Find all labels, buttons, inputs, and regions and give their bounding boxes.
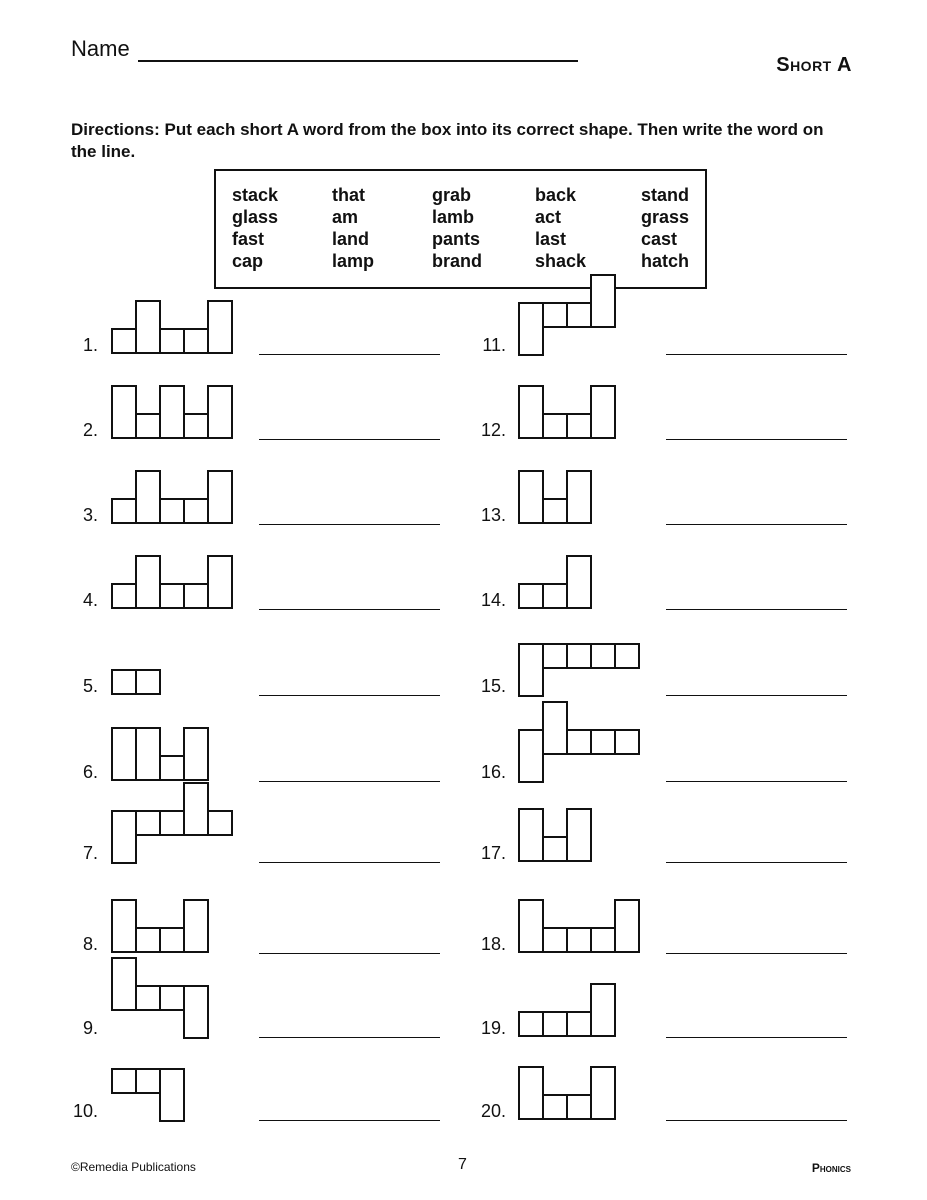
letter-box[interactable] xyxy=(111,727,137,781)
word-box-word: lamb xyxy=(432,207,475,227)
word-box-word: stack xyxy=(232,185,279,205)
letter-box[interactable] xyxy=(159,1068,185,1122)
letter-box[interactable] xyxy=(590,643,616,669)
item-number: 14. xyxy=(480,590,506,610)
letter-box[interactable] xyxy=(159,755,185,781)
answer-line[interactable] xyxy=(259,354,440,355)
letter-box[interactable] xyxy=(542,498,568,524)
letter-box[interactable] xyxy=(183,583,209,609)
letter-box[interactable] xyxy=(207,810,233,836)
answer-line[interactable] xyxy=(666,354,847,355)
letter-box[interactable] xyxy=(207,555,233,609)
letter-box[interactable] xyxy=(518,899,544,953)
item-number: 9. xyxy=(82,1018,98,1038)
answer-line[interactable] xyxy=(259,953,440,954)
letter-box[interactable] xyxy=(542,1011,568,1037)
letter-box[interactable] xyxy=(111,385,137,439)
word-box-word: cap xyxy=(232,251,264,271)
letter-box[interactable] xyxy=(590,983,616,1037)
item-number: 18. xyxy=(480,934,506,954)
letter-box[interactable] xyxy=(207,385,233,439)
letter-box[interactable] xyxy=(614,899,640,953)
answer-line[interactable] xyxy=(259,1037,440,1038)
letter-box[interactable] xyxy=(183,413,209,439)
answer-line[interactable] xyxy=(259,695,440,696)
page-title: Short A xyxy=(776,54,852,76)
letter-box[interactable] xyxy=(135,669,161,695)
directions-text: Directions: Put each short A word from the box into its correct shape. Then write the word on the line. xyxy=(71,120,824,161)
item-number: 13. xyxy=(480,505,506,525)
letter-box[interactable] xyxy=(518,729,544,783)
letter-box[interactable] xyxy=(135,727,161,781)
letter-box[interactable] xyxy=(135,470,161,524)
letter-box[interactable] xyxy=(590,1066,616,1120)
letter-box[interactable] xyxy=(159,583,185,609)
item-number: 1. xyxy=(82,335,98,355)
letter-box[interactable] xyxy=(159,498,185,524)
item-number: 19. xyxy=(480,1018,506,1038)
letter-box[interactable] xyxy=(518,1011,544,1037)
item-number: 11. xyxy=(482,335,506,355)
item-number: 16. xyxy=(480,762,506,782)
letter-box[interactable] xyxy=(566,555,592,609)
answer-line[interactable] xyxy=(666,524,847,525)
item-number: 20. xyxy=(480,1101,506,1121)
letter-box[interactable] xyxy=(518,302,544,356)
answer-line[interactable] xyxy=(666,781,847,782)
letter-box[interactable] xyxy=(111,669,137,695)
letter-box[interactable] xyxy=(566,1094,592,1120)
letter-box[interactable] xyxy=(566,1011,592,1037)
letter-box[interactable] xyxy=(518,583,544,609)
letter-box[interactable] xyxy=(111,1068,137,1094)
item-number: 15. xyxy=(480,676,506,696)
word-box-word: stand xyxy=(641,185,690,205)
item-number: 8. xyxy=(82,934,98,954)
letter-box[interactable] xyxy=(135,300,161,354)
letter-box[interactable] xyxy=(566,729,592,755)
letter-box[interactable] xyxy=(183,727,209,781)
item-number: 17. xyxy=(480,843,506,863)
letter-box[interactable] xyxy=(542,927,568,953)
letter-box[interactable] xyxy=(135,927,161,953)
letter-box[interactable] xyxy=(542,643,568,669)
letter-box[interactable] xyxy=(590,274,616,328)
word-box-word: cast xyxy=(641,229,678,249)
letter-box[interactable] xyxy=(518,385,544,439)
answer-line[interactable] xyxy=(259,1120,440,1121)
word-box-word: shack xyxy=(535,251,587,271)
letter-box[interactable] xyxy=(518,808,544,862)
letter-box[interactable] xyxy=(183,899,209,953)
word-box-word: brand xyxy=(432,251,483,271)
answer-line[interactable] xyxy=(666,1037,847,1038)
letter-box[interactable] xyxy=(135,413,161,439)
letter-box[interactable] xyxy=(590,927,616,953)
answer-line[interactable] xyxy=(666,695,847,696)
word-box-word: grab xyxy=(432,185,472,205)
letter-box[interactable] xyxy=(135,555,161,609)
word-box-word: hatch xyxy=(641,251,690,271)
letter-box[interactable] xyxy=(518,643,544,697)
word-box-word: that xyxy=(332,185,365,205)
letter-box[interactable] xyxy=(135,810,161,836)
letter-box[interactable] xyxy=(566,470,592,524)
item-number: 6. xyxy=(82,762,98,782)
item-number: 10. xyxy=(72,1101,98,1121)
word-box-word: last xyxy=(535,229,567,249)
answer-line[interactable] xyxy=(666,953,847,954)
letter-box[interactable] xyxy=(183,328,209,354)
word-box-word: grass xyxy=(641,207,690,227)
letter-box[interactable] xyxy=(135,1068,161,1094)
letter-box[interactable] xyxy=(111,328,137,354)
letter-box[interactable] xyxy=(542,302,568,328)
name-label: Name xyxy=(71,36,130,61)
letter-box[interactable] xyxy=(542,836,568,862)
letter-box[interactable] xyxy=(566,413,592,439)
word-box-word: land xyxy=(332,229,370,249)
letter-box[interactable] xyxy=(159,927,185,953)
letter-box[interactable] xyxy=(542,583,568,609)
footer-subject: Phonics xyxy=(811,1161,851,1175)
word-box-word: fast xyxy=(232,229,265,249)
letter-box[interactable] xyxy=(590,729,616,755)
answer-line[interactable] xyxy=(259,609,440,610)
letter-box[interactable] xyxy=(111,899,137,953)
letter-box[interactable] xyxy=(207,470,233,524)
letter-box[interactable] xyxy=(183,782,209,836)
letter-box[interactable] xyxy=(566,643,592,669)
letter-box[interactable] xyxy=(111,957,137,1011)
letter-box[interactable] xyxy=(542,413,568,439)
letter-box[interactable] xyxy=(159,810,185,836)
name-line[interactable] xyxy=(138,60,578,62)
word-box-word: lamp xyxy=(332,251,375,271)
word-box-word: glass xyxy=(232,207,279,227)
letter-box[interactable] xyxy=(111,583,137,609)
item-number: 7. xyxy=(82,843,98,863)
letter-box[interactable] xyxy=(159,985,185,1011)
letter-box[interactable] xyxy=(111,498,137,524)
letter-box[interactable] xyxy=(614,643,640,669)
letter-box[interactable] xyxy=(159,385,185,439)
answer-line[interactable] xyxy=(666,609,847,610)
letter-box[interactable] xyxy=(566,808,592,862)
letter-box[interactable] xyxy=(183,498,209,524)
letter-box[interactable] xyxy=(566,927,592,953)
letter-box[interactable] xyxy=(542,1094,568,1120)
answer-line[interactable] xyxy=(666,1120,847,1121)
word-box-word: pants xyxy=(432,229,481,249)
answer-line[interactable] xyxy=(259,781,440,782)
answer-line[interactable] xyxy=(259,439,440,440)
letter-box[interactable] xyxy=(518,1066,544,1120)
letter-box[interactable] xyxy=(135,985,161,1011)
letter-box[interactable] xyxy=(159,328,185,354)
answer-line[interactable] xyxy=(259,862,440,863)
letter-box[interactable] xyxy=(614,729,640,755)
letter-box[interactable] xyxy=(183,985,209,1039)
page-number: 7 xyxy=(458,1156,467,1173)
letter-box[interactable] xyxy=(111,810,137,864)
item-number: 12. xyxy=(480,420,506,440)
word-box xyxy=(214,169,707,289)
footer-copyright: ©Remedia Publications xyxy=(71,1160,196,1174)
answer-line[interactable] xyxy=(666,862,847,863)
letter-box[interactable] xyxy=(207,300,233,354)
answer-line[interactable] xyxy=(666,439,847,440)
word-box-word: act xyxy=(535,207,562,227)
item-number: 5. xyxy=(82,676,98,696)
item-number: 3. xyxy=(82,505,98,525)
item-number: 4. xyxy=(82,590,98,610)
letter-box[interactable] xyxy=(518,470,544,524)
word-box-word: am xyxy=(332,207,359,227)
letter-box[interactable] xyxy=(542,701,568,755)
letter-box[interactable] xyxy=(590,385,616,439)
letter-box[interactable] xyxy=(566,302,592,328)
answer-line[interactable] xyxy=(259,524,440,525)
word-box-word: back xyxy=(535,185,577,205)
item-number: 2. xyxy=(82,420,98,440)
